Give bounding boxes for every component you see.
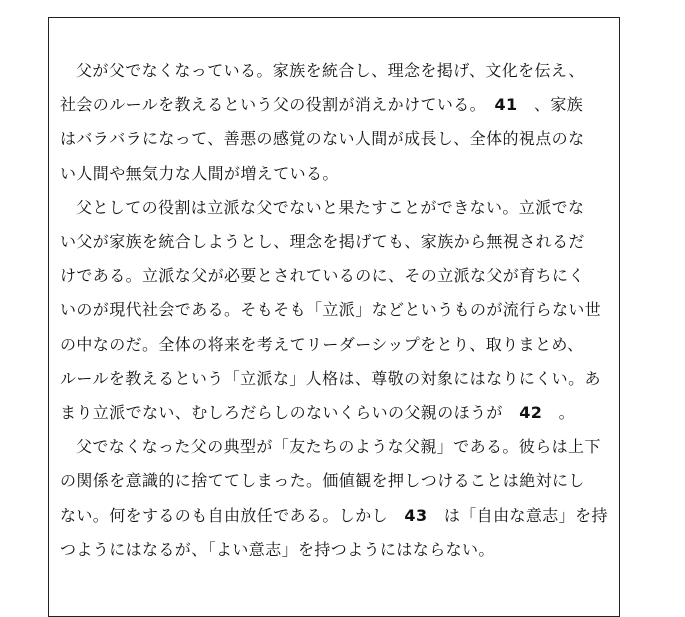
text-line: の中なのだ。全体の将来を考えてリーダーシップをとり、取りまとめ、	[60, 334, 584, 354]
text-line: はバラバラになって、善悪の感覚のない人間が成長し、全体的視点のな	[60, 129, 585, 149]
text-line: けである。立派な父が必要とされているのに、その立派な父が育ちにく	[60, 266, 585, 286]
text-line: ルールを教えるという「立派な」人格は、尊敬の対象にはなりにくい。あ	[60, 368, 601, 388]
text-line: い人間や無気力な人間が増えている。	[60, 163, 339, 183]
blank-41: 41	[494, 95, 518, 115]
text-line: ない。何をするのも自由放任である。しかし 43 は「自由な意志」を持	[60, 505, 608, 525]
text-line: 父が父でなくなっている。家族を統合し、理念を掲げ、文化を伝え、	[76, 61, 585, 80]
blank-42: 42	[519, 403, 543, 423]
paragraph-1	[60, 54, 620, 191]
text-line: 父としての役割は立派な父でないと果たすことができない。立派でな	[76, 197, 585, 217]
text-line: つようにはなるが、「よい意志」を持つようにはならない。	[60, 539, 495, 559]
text-line: い父が家族を統合しようとし、理念を掲げても、家族から無視されるだ	[60, 232, 585, 252]
blank-43: 43	[404, 505, 428, 525]
text-line: の関係を意識的に捨ててしまった。価値観を押しつけることは絶対にし	[60, 471, 585, 491]
text-line: まり立派でない、むしろだらしのないくらいの父親のほうが 42 。	[60, 403, 576, 423]
document-body	[60, 54, 620, 567]
paragraph-3	[60, 430, 620, 567]
text-line: いのが現代社会である。そもそも「立派」などというものが流行らない世	[60, 300, 602, 320]
text-line: 社会のルールを教えるという父の役割が消えかけている。 41 、家族	[60, 95, 584, 115]
text-line: 父でなくなった父の典型が「友たちのような父親」である。彼らは上下	[76, 437, 601, 457]
paragraph-2	[60, 191, 620, 430]
